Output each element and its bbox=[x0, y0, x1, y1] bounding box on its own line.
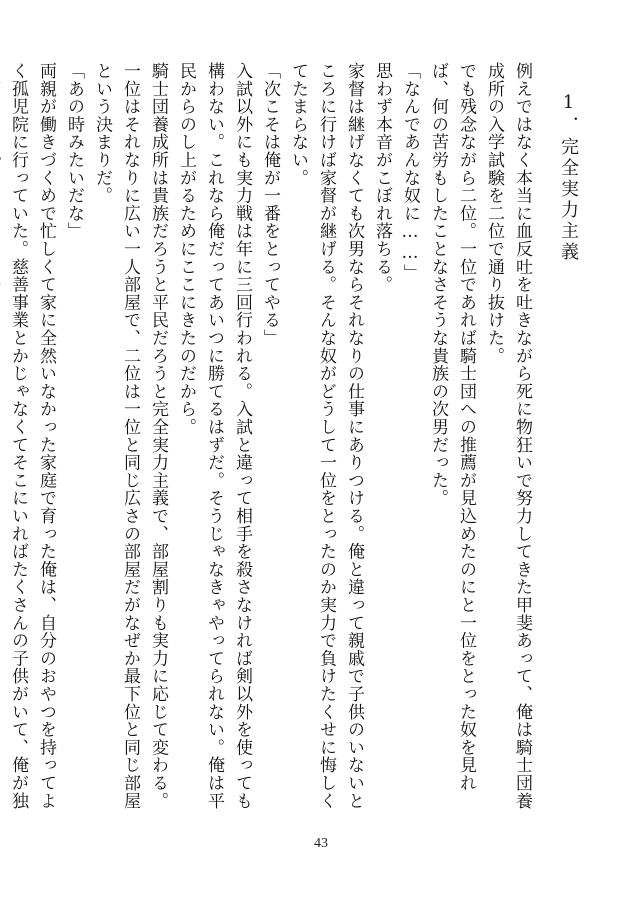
vertical-text-body bbox=[8, 62, 582, 822]
paragraph: 両親が働きづくめで忙しくて家に全然いなかった家庭で育った俺は、自分のおやつを持ってよく孤児院に行っていた。慈善事業とかじゃなくてそこにいればたくさんの子供がいて、俺が独 bbox=[8, 62, 56, 810]
chapter-title: 1．完全実力主義 bbox=[558, 92, 579, 263]
paragraph: 思わず本音がこぼれ落ちる。 bbox=[372, 62, 392, 294]
dialogue-line: 「次こそは俺が一番をとってやる」 bbox=[260, 62, 280, 347]
page-number: 43 bbox=[314, 836, 328, 851]
paragraph: 入試以外にも実力戦は年に三回行われる。入試と違って相手を殺さなければ剣以外を使っても構わない。これなら俺だってあいつに勝てるはずだ。そうじゃなきゃやってられない。俺は平民からのし上がるためにここにきたのだから。 bbox=[176, 62, 252, 810]
dialogue-line: 「なんであんな奴に……」 bbox=[400, 62, 420, 282]
dialogue-line: 「あの時みたいだな」 bbox=[64, 62, 84, 240]
paragraph: 例えではなく本当に血反吐を吐きながら死に物狂いで努力してきた甲斐あって、俺は騎士団養成所の入学試験を二位で通り抜けた。 bbox=[484, 62, 532, 810]
paragraph: でも残念ながら二位。一位であれば騎士団への推薦が見込めたのにと一位をとった奴を見れば、何の苦労もしたことなさそうな貴族の次男だった。 bbox=[428, 62, 476, 792]
paragraph: 家督は継げなくても次男ならそれなりの仕事にありつける。俺と違って親戚で子供のいないところに行けば家督が継げる。そんな奴がどうして一位をとったのか実力で負けたくせに悔しくてたまらない。 bbox=[288, 62, 364, 810]
paragraph: 騎士団養成所は貴族だろうと平民だろうと完全実力主義で、部屋割りも実力に応じて変わる。一位はそれなりに広い一人部屋で、二位は一位と同じ広さの部屋だがなぜか最下位と同じ部屋という決まりだ。 bbox=[92, 62, 168, 810]
